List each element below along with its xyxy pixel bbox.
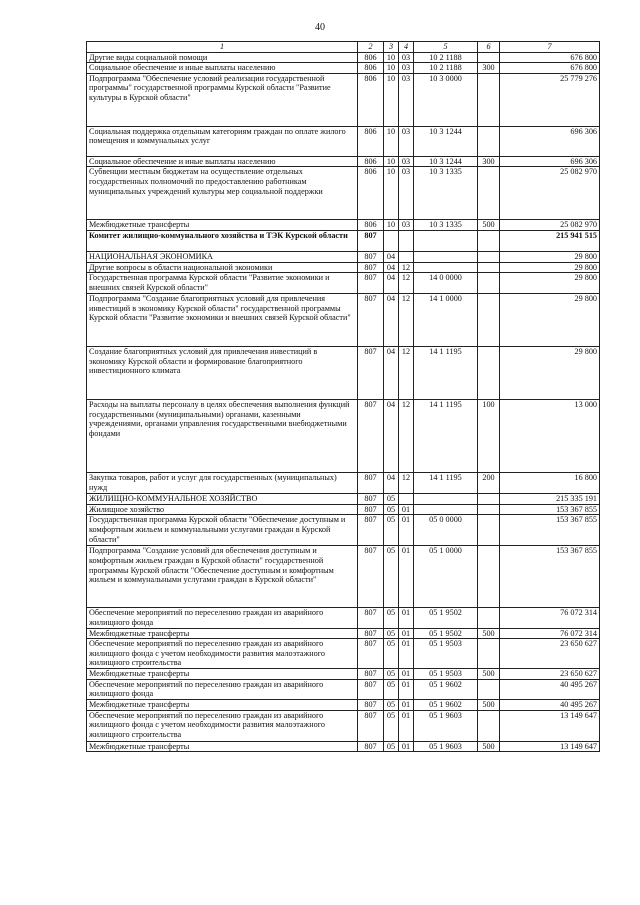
table-row	[87, 262, 600, 273]
row-name-cell: Жилищное хозяйство	[87, 504, 358, 515]
row-expense-type-cell	[478, 639, 500, 669]
row-expense-type-cell	[478, 710, 500, 741]
row-subsection-cell: 01	[399, 546, 414, 608]
row-target-article-cell: 05 1 9503	[414, 669, 478, 680]
row-section-cell: 05	[384, 546, 399, 608]
row-section-cell: 05	[384, 679, 399, 699]
row-grbs-cell: 807	[358, 230, 384, 251]
row-grbs-cell: 806	[358, 167, 384, 220]
row-target-article-cell: 14 0 0000	[414, 273, 478, 294]
table-row	[87, 546, 600, 608]
row-name-cell: Закупка товаров, работ и услуг для государственных (муниципальных) нужд	[87, 473, 358, 494]
row-grbs-cell: 807	[358, 669, 384, 680]
row-section-cell: 05	[384, 741, 399, 752]
row-amount-cell: 29 800	[500, 262, 600, 273]
row-expense-type-cell: 100	[478, 400, 500, 473]
page-number: 40	[315, 22, 325, 33]
row-subsection-cell	[399, 230, 414, 251]
header-cell: 5	[414, 42, 478, 53]
row-name-cell: Другие виды социальной помощи	[87, 52, 358, 63]
row-grbs-cell: 807	[358, 710, 384, 741]
row-section-cell: 04	[384, 251, 399, 262]
row-grbs-cell: 807	[358, 608, 384, 628]
row-expense-type-cell: 300	[478, 63, 500, 74]
row-amount-cell: 76 072 314	[500, 608, 600, 628]
row-grbs-cell: 807	[358, 504, 384, 515]
row-expense-type-cell	[478, 251, 500, 262]
row-expense-type-cell	[478, 608, 500, 628]
row-target-article-cell: 05 1 9602	[414, 699, 478, 710]
row-name-cell: Государственная программа Курской области "Обеспечение доступным и комфортным жильем и коммунальными услугами граждан в Курской области"	[87, 515, 358, 546]
row-section-cell: 05	[384, 515, 399, 546]
row-grbs-cell: 806	[358, 63, 384, 74]
table-row	[87, 230, 600, 251]
row-amount-cell: 23 650 627	[500, 639, 600, 669]
row-target-article-cell: 05 1 9602	[414, 679, 478, 699]
row-name-cell: Межбюджетные трансферты	[87, 628, 358, 639]
row-grbs-cell: 807	[358, 400, 384, 473]
row-section-cell: 04	[384, 400, 399, 473]
row-grbs-cell: 806	[358, 52, 384, 63]
row-subsection-cell: 03	[399, 167, 414, 220]
row-expense-type-cell	[478, 262, 500, 273]
row-subsection-cell: 12	[399, 473, 414, 494]
row-name-cell: Расходы на выплаты персоналу в целях обеспечения выполнения функций государственными (муниципальными) органами, казенными учреждениями, органами управления государственными внебюджетными фондами	[87, 400, 358, 473]
row-section-cell: 04	[384, 294, 399, 347]
row-name-cell: Социальное обеспечение и иные выплаты населению	[87, 63, 358, 74]
table-row	[87, 73, 600, 126]
row-expense-type-cell	[478, 546, 500, 608]
row-grbs-cell: 807	[358, 473, 384, 494]
row-amount-cell: 29 800	[500, 294, 600, 347]
row-subsection-cell: 01	[399, 679, 414, 699]
row-grbs-cell: 807	[358, 515, 384, 546]
row-expense-type-cell	[478, 52, 500, 63]
row-target-article-cell	[414, 494, 478, 505]
row-expense-type-cell	[478, 347, 500, 400]
row-expense-type-cell: 500	[478, 699, 500, 710]
row-grbs-cell: 807	[358, 294, 384, 347]
table-row	[87, 294, 600, 347]
row-section-cell: 05	[384, 699, 399, 710]
row-grbs-cell: 807	[358, 679, 384, 699]
row-grbs-cell: 807	[358, 628, 384, 639]
row-name-cell: ЖИЛИЩНО-КОММУНАЛЬНОЕ ХОЗЯЙСТВО	[87, 494, 358, 505]
row-expense-type-cell	[478, 73, 500, 126]
row-subsection-cell: 01	[399, 710, 414, 741]
row-amount-cell: 25 779 276	[500, 73, 600, 126]
row-target-article-cell: 10 3 0000	[414, 73, 478, 126]
row-grbs-cell: 806	[358, 220, 384, 231]
row-target-article-cell: 10 3 1244	[414, 156, 478, 167]
row-amount-cell: 676 800	[500, 63, 600, 74]
row-grbs-cell: 807	[358, 494, 384, 505]
row-grbs-cell: 807	[358, 546, 384, 608]
row-section-cell	[384, 230, 399, 251]
row-expense-type-cell	[478, 494, 500, 505]
budget-table	[86, 41, 600, 752]
row-target-article-cell: 14 1 1195	[414, 400, 478, 473]
table-row	[87, 52, 600, 63]
row-grbs-cell: 806	[358, 126, 384, 156]
row-grbs-cell: 807	[358, 699, 384, 710]
table-row	[87, 504, 600, 515]
row-expense-type-cell	[478, 167, 500, 220]
row-amount-cell: 153 367 855	[500, 546, 600, 608]
row-section-cell: 10	[384, 220, 399, 231]
table-row	[87, 251, 600, 262]
row-expense-type-cell: 500	[478, 669, 500, 680]
row-amount-cell: 215 335 191	[500, 494, 600, 505]
row-target-article-cell: 05 1 9603	[414, 741, 478, 752]
row-section-cell: 04	[384, 273, 399, 294]
row-subsection-cell: 03	[399, 73, 414, 126]
table-row	[87, 126, 600, 156]
row-subsection-cell: 01	[399, 699, 414, 710]
row-name-cell: Другие вопросы в области национальной экономики	[87, 262, 358, 273]
row-subsection-cell: 03	[399, 63, 414, 74]
row-amount-cell: 40 495 267	[500, 699, 600, 710]
row-target-article-cell: 05 1 9502	[414, 608, 478, 628]
row-expense-type-cell	[478, 679, 500, 699]
row-name-cell: НАЦИОНАЛЬНАЯ ЭКОНОМИКА	[87, 251, 358, 262]
row-target-article-cell	[414, 251, 478, 262]
row-subsection-cell: 12	[399, 400, 414, 473]
header-cell: 7	[500, 42, 600, 53]
table-row	[87, 669, 600, 680]
row-grbs-cell: 807	[358, 741, 384, 752]
row-grbs-cell: 806	[358, 73, 384, 126]
row-section-cell: 10	[384, 126, 399, 156]
row-subsection-cell: 12	[399, 273, 414, 294]
table-row	[87, 220, 600, 231]
row-section-cell: 05	[384, 628, 399, 639]
row-expense-type-cell	[478, 230, 500, 251]
table-row	[87, 639, 600, 669]
header-cell: 1	[87, 42, 358, 53]
row-subsection-cell	[399, 494, 414, 505]
table-row	[87, 167, 600, 220]
row-amount-cell: 696 306	[500, 156, 600, 167]
table-row	[87, 741, 600, 752]
table-row	[87, 400, 600, 473]
table-row	[87, 679, 600, 699]
header-cell: 6	[478, 42, 500, 53]
row-name-cell: Комитет жилищно-коммунального хозяйства и ТЭК Курской области	[87, 230, 358, 251]
row-section-cell: 05	[384, 639, 399, 669]
table-row	[87, 473, 600, 494]
table-row	[87, 699, 600, 710]
row-subsection-cell: 03	[399, 52, 414, 63]
row-expense-type-cell	[478, 294, 500, 347]
row-target-article-cell: 10 2 1188	[414, 63, 478, 74]
row-amount-cell: 29 800	[500, 347, 600, 400]
table-body	[87, 42, 600, 752]
row-grbs-cell: 807	[358, 347, 384, 400]
row-subsection-cell: 12	[399, 262, 414, 273]
row-target-article-cell: 14 1 1195	[414, 347, 478, 400]
row-amount-cell: 215 941 515	[500, 230, 600, 251]
row-grbs-cell: 806	[358, 156, 384, 167]
row-section-cell: 04	[384, 347, 399, 400]
row-subsection-cell: 01	[399, 515, 414, 546]
row-amount-cell: 16 800	[500, 473, 600, 494]
row-amount-cell: 696 306	[500, 126, 600, 156]
row-subsection-cell: 01	[399, 504, 414, 515]
row-subsection-cell	[399, 251, 414, 262]
row-expense-type-cell: 200	[478, 473, 500, 494]
row-grbs-cell: 807	[358, 273, 384, 294]
row-name-cell: Создание благоприятных условий для привлечения инвестиций в экономику Курской области и формирование благоприятного инвестиционного климата	[87, 347, 358, 400]
row-name-cell: Обеспечение мероприятий по переселению граждан из аварийного жилищного фонда	[87, 608, 358, 628]
table-header-row	[87, 42, 600, 53]
row-grbs-cell: 807	[358, 262, 384, 273]
row-subsection-cell: 01	[399, 628, 414, 639]
row-amount-cell: 76 072 314	[500, 628, 600, 639]
table-row	[87, 156, 600, 167]
row-target-article-cell: 14 1 0000	[414, 294, 478, 347]
row-amount-cell: 29 800	[500, 273, 600, 294]
table-row	[87, 608, 600, 628]
row-section-cell: 10	[384, 52, 399, 63]
row-amount-cell: 153 367 855	[500, 504, 600, 515]
row-subsection-cell: 03	[399, 156, 414, 167]
table-row	[87, 273, 600, 294]
row-subsection-cell: 12	[399, 294, 414, 347]
row-amount-cell: 153 367 855	[500, 515, 600, 546]
row-section-cell: 04	[384, 473, 399, 494]
row-subsection-cell: 01	[399, 639, 414, 669]
row-name-cell: Межбюджетные трансферты	[87, 220, 358, 231]
row-name-cell: Социальное обеспечение и иные выплаты населению	[87, 156, 358, 167]
row-expense-type-cell	[478, 126, 500, 156]
row-section-cell: 05	[384, 669, 399, 680]
row-name-cell: Межбюджетные трансферты	[87, 699, 358, 710]
table-row	[87, 63, 600, 74]
row-expense-type-cell: 300	[478, 156, 500, 167]
row-amount-cell: 13 149 647	[500, 741, 600, 752]
row-target-article-cell: 10 3 1244	[414, 126, 478, 156]
row-name-cell: Социальная поддержка отдельным категориям граждан по оплате жилого помещения и коммунальных услуг	[87, 126, 358, 156]
header-cell: 3	[384, 42, 399, 53]
row-section-cell: 10	[384, 167, 399, 220]
header-cell: 4	[399, 42, 414, 53]
row-name-cell: Подпрограмма "Создание благоприятных условий для привлечения инвестиций в экономику Курской области" государственной программы Курской области "Развитие экономики и внешних связей Курской области"	[87, 294, 358, 347]
row-expense-type-cell: 500	[478, 220, 500, 231]
table-row	[87, 515, 600, 546]
row-section-cell: 10	[384, 156, 399, 167]
row-subsection-cell: 03	[399, 220, 414, 231]
row-expense-type-cell: 500	[478, 741, 500, 752]
row-section-cell: 04	[384, 262, 399, 273]
row-expense-type-cell	[478, 504, 500, 515]
row-subsection-cell: 01	[399, 608, 414, 628]
row-section-cell: 10	[384, 73, 399, 126]
row-name-cell: Государственная программа Курской области "Развитие экономики и внешних связей Курской области"	[87, 273, 358, 294]
row-name-cell: Обеспечение мероприятий по переселению граждан из аварийного жилищного фонда с учетом необходимости развития малоэтажного жилищного строительства	[87, 639, 358, 669]
table-row	[87, 710, 600, 741]
row-amount-cell: 25 082 970	[500, 167, 600, 220]
row-subsection-cell: 12	[399, 347, 414, 400]
row-grbs-cell: 807	[358, 639, 384, 669]
row-expense-type-cell: 500	[478, 628, 500, 639]
row-section-cell: 05	[384, 504, 399, 515]
row-expense-type-cell	[478, 515, 500, 546]
row-section-cell: 05	[384, 710, 399, 741]
row-subsection-cell: 01	[399, 669, 414, 680]
row-target-article-cell: 05 1 0000	[414, 546, 478, 608]
row-grbs-cell: 807	[358, 251, 384, 262]
row-section-cell: 10	[384, 63, 399, 74]
row-name-cell: Обеспечение мероприятий по переселению граждан из аварийного жилищного фонда	[87, 679, 358, 699]
row-subsection-cell: 01	[399, 741, 414, 752]
row-target-article-cell: 10 2 1188	[414, 52, 478, 63]
row-section-cell: 05	[384, 608, 399, 628]
row-expense-type-cell	[478, 273, 500, 294]
row-amount-cell: 29 800	[500, 251, 600, 262]
row-target-article-cell: 05 1 9503	[414, 639, 478, 669]
table-row	[87, 628, 600, 639]
row-target-article-cell: 10 3 1335	[414, 167, 478, 220]
header-cell: 2	[358, 42, 384, 53]
row-name-cell: Межбюджетные трансферты	[87, 669, 358, 680]
row-target-article-cell: 05 1 9603	[414, 710, 478, 741]
row-amount-cell: 40 495 267	[500, 679, 600, 699]
table-row	[87, 494, 600, 505]
row-target-article-cell: 05 0 0000	[414, 515, 478, 546]
row-amount-cell: 676 800	[500, 52, 600, 63]
row-amount-cell: 13 000	[500, 400, 600, 473]
row-target-article-cell: 14 1 1195	[414, 473, 478, 494]
row-amount-cell: 23 650 627	[500, 669, 600, 680]
row-amount-cell: 13 149 647	[500, 710, 600, 741]
row-target-article-cell: 05 1 9502	[414, 628, 478, 639]
row-name-cell: Межбюджетные трансферты	[87, 741, 358, 752]
table-row	[87, 347, 600, 400]
row-target-article-cell: 10 3 1335	[414, 220, 478, 231]
row-target-article-cell	[414, 262, 478, 273]
row-target-article-cell	[414, 504, 478, 515]
row-amount-cell: 25 082 970	[500, 220, 600, 231]
row-section-cell: 05	[384, 494, 399, 505]
row-name-cell: Подпрограмма "Создание условий для обеспечения доступным и комфортным жильем граждан в Курской области" государственной программы Курской области "Обеспечение доступным и комфортным жильем и коммунальными услугами граждан в Курской области"	[87, 546, 358, 608]
row-name-cell: Субвенции местным бюджетам на осуществление отдельных государственных полномочий по предоставлению работникам муниципальных учреждений культуры мер социальной поддержки	[87, 167, 358, 220]
row-name-cell: Обеспечение мероприятий по переселению граждан из аварийного жилищного фонда с учетом необходимости развития малоэтажного жилищного строительства	[87, 710, 358, 741]
row-target-article-cell	[414, 230, 478, 251]
row-name-cell: Подпрограмма "Обеспечение условий реализации государственной программы" государственной программы Курской области "Развитие культуры в Курской области"	[87, 73, 358, 126]
row-subsection-cell: 03	[399, 126, 414, 156]
